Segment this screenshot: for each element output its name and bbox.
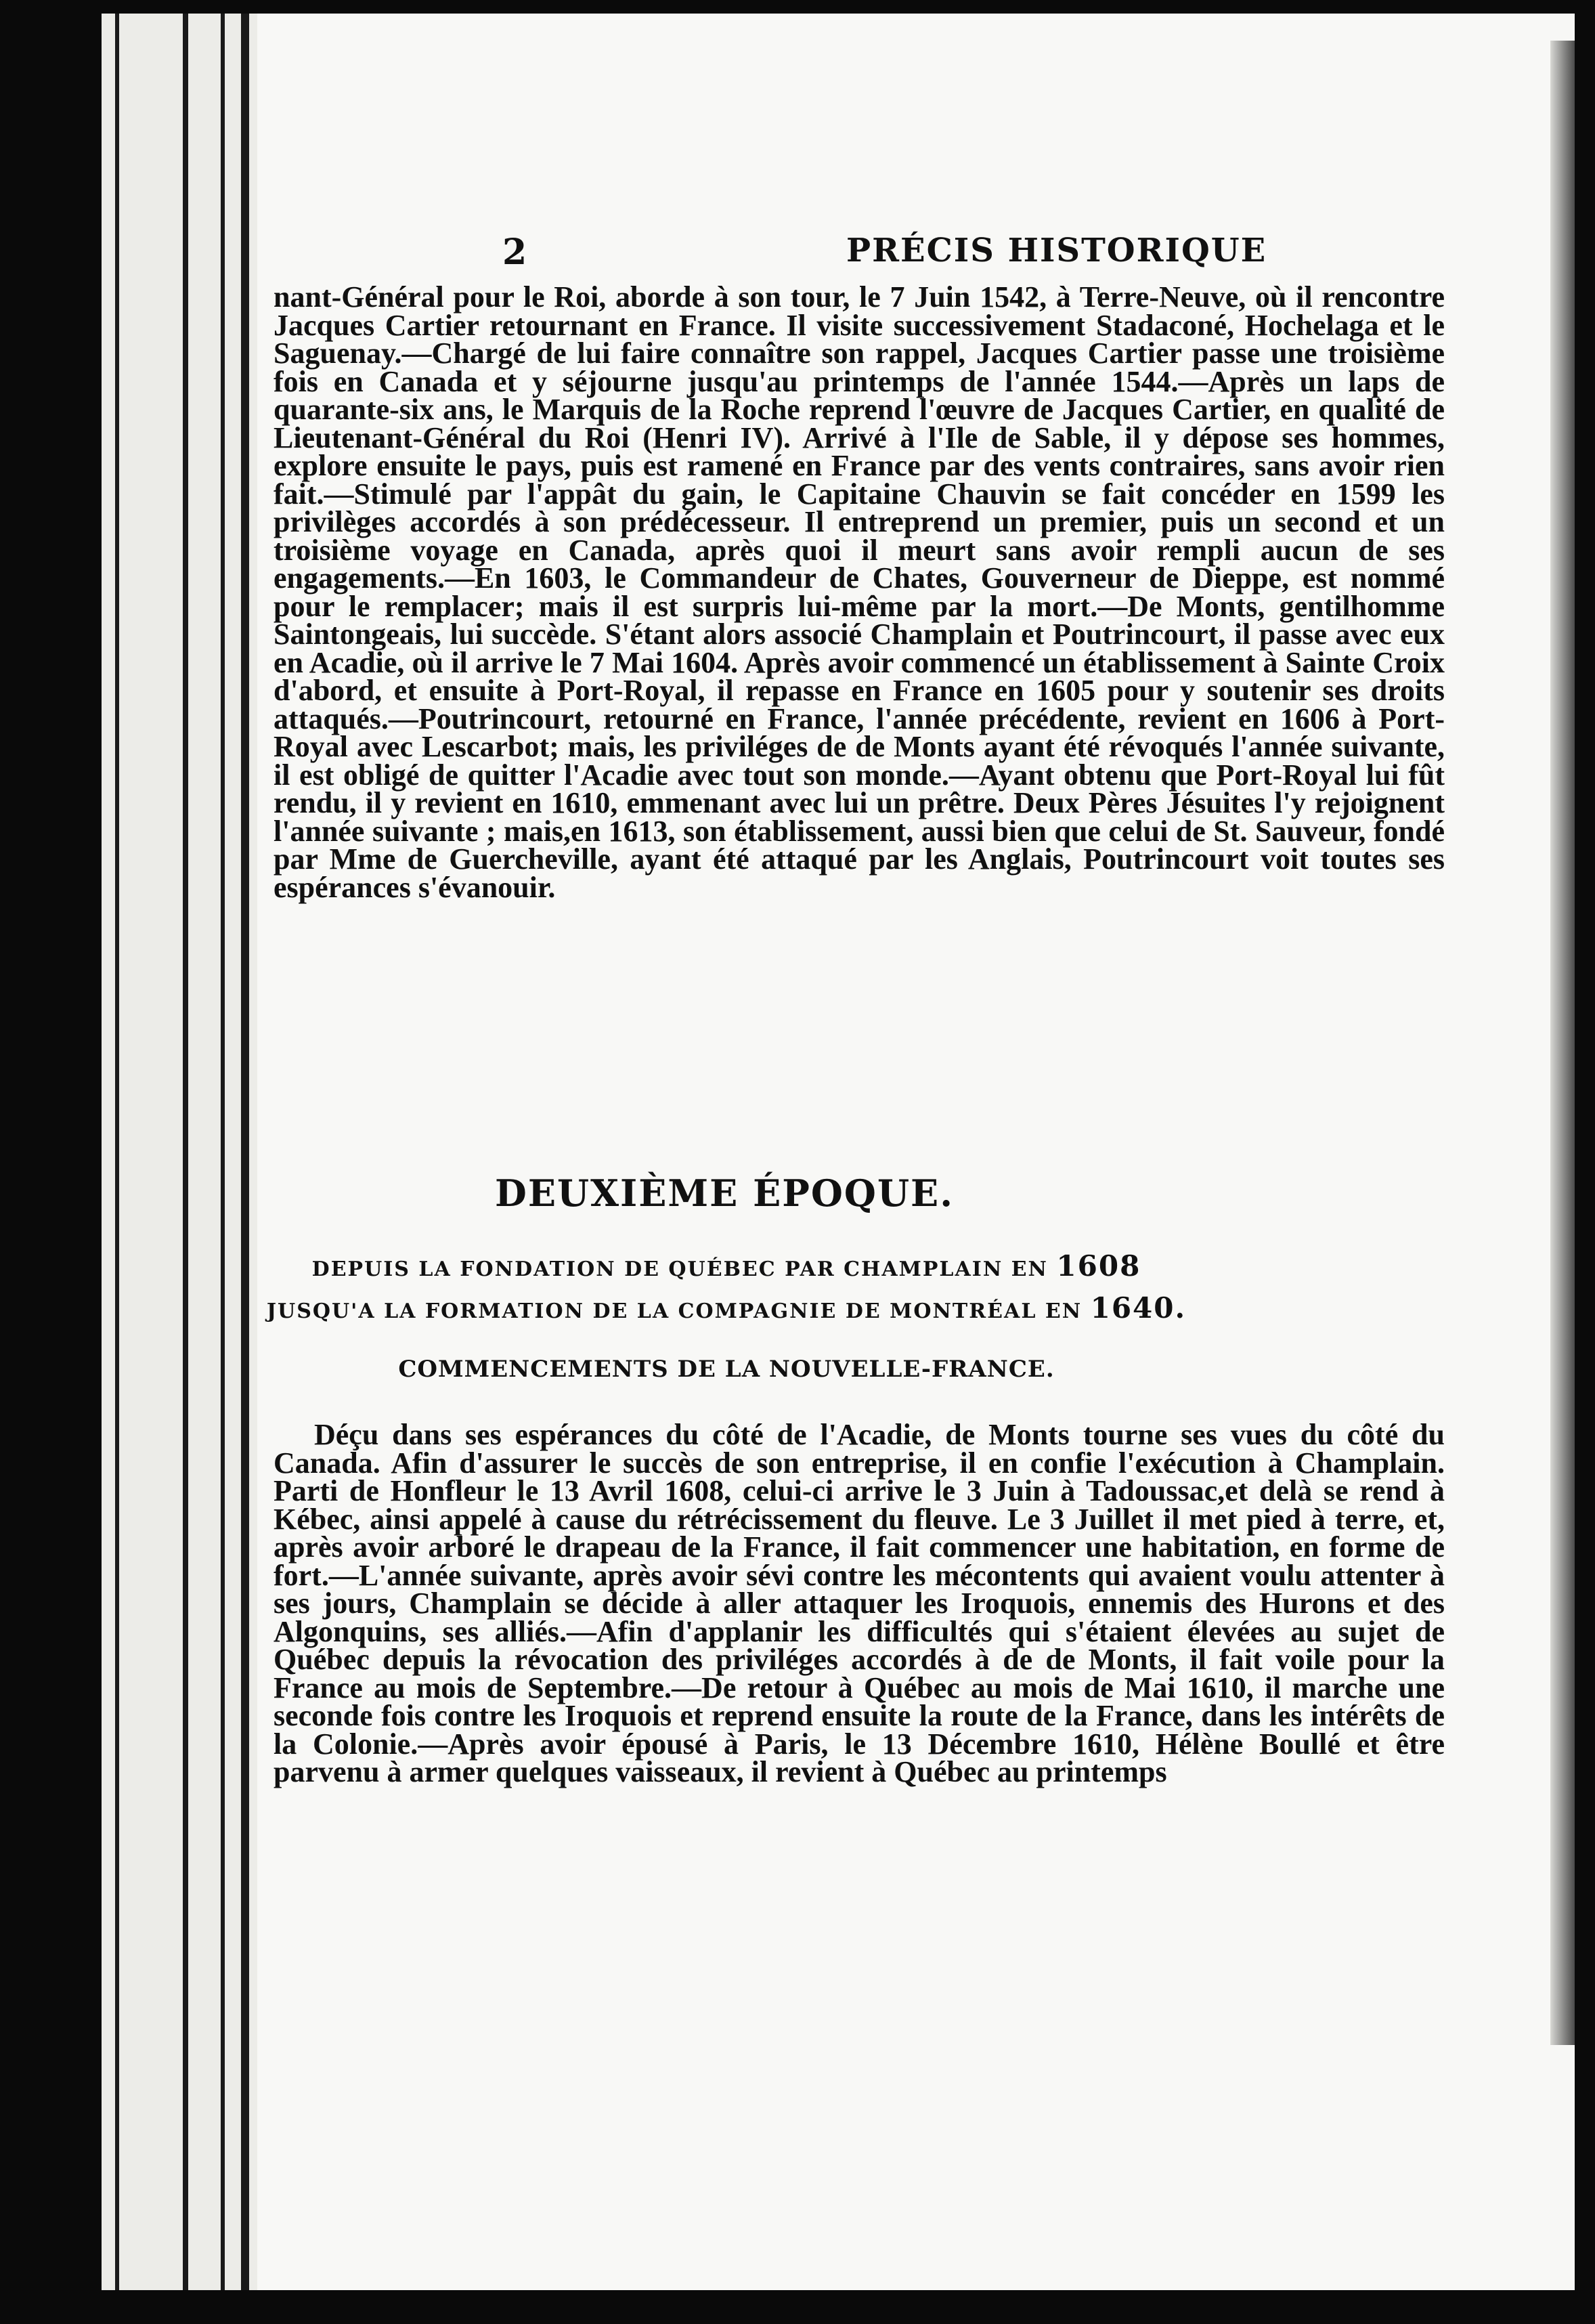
body-paragraph-2: Déçu dans ses espérances du côté de l'Acadie, de Monts tourne ses vues du côté du Canada. Afin d'assurer le succès de son entreprise, il en confie l'exécution à Champlain. Parti de Honfleur le 13 Avril 1608, celui-ci arrive le 3 Juin à Tadoussac,et delà se rend à Kébec, ainsi appelé à cause du rétrécissement du fleuve. Le 3 Juillet il met pied à terre, et, après avoir arboré le drapeau de la France, il fait commencer une habitation, en forme de fort.—L'année suivante, après avoir sévi contre les mécontents qui avaient voulu attenter à ses jours, Champlain se décide à aller attaquer les Iroquois, ennemis des Hurons et des Algonquins, ses alliés.—Afin d'applanir les difficultés qui s'étaient élevées au sujet de Québec depuis la révocation des priviléges accordés à de de Monts, il fait voile pour la France au mois de Septembre.—De retour à Québec au mois de Mai 1610, il marche une seconde fois contre les Iroquois et reprend ensuite la route de la France, dans les intérêts de la Colonie.—Après avoir épousé à Paris, le 13 Décembre 1610, Hélène Boullé et être parvenu à armer quelques vaisseaux, il revient à Québec au printemps [274,1418,1445,1788]
scan-border-bottom [0,2290,1595,2324]
page-header [257,232,1550,279]
body-paragraph-1: nant-Général pour le Roi, aborde à son tour, le 7 Juin 1542, à Terre-Neuve, où il rencontre Jacques Cartier retournant en France. Il visite successivement Stadaconé, Hochelaga et le Saguenay.—Chargé de lui faire connaître son rappel, Jacques Cartier passe une troisième fois en Canada et y séjourne jusqu'au printemps de l'année 1544.—Après un laps de quarante-six ans, le Marquis de la Roche reprend l'œuvre de Jacques Cartier, en qualité de Lieutenant-Général du Roi (Henri IV). Arrivé à l'Ile de Sable, il y dépose ses hommes, explore ensuite le pays, puis est ramené en France par des vents contraires, sans avoir rien fait.—Stimulé par l'appât du gain, le Capitaine Chauvin se fait concéder en 1599 les privilèges accordés à son prédécesseur. Il entreprend un premier, puis un second et un troisième voyage en Canada, après quoi il meurt sans avoir rempli aucun de ses engagements.—En 1603, le Commandeur de Chates, Gouverneur de Dieppe, est nommé pour le remplacer; mais il est surpris lui-même par la mort.—De Monts, gentilhomme Saintongeais, lui succède. S'étant alors associé Champlain et Poutrincourt, il passe avec eux en Acadie, où il arrive le 7 Mai 1604. Après avoir commencé un établissement à Sainte Croix d'abord, et ensuite à Port-Royal, il repasse en France en 1605 pour y soutenir ses droits attaqués.—Poutrincourt, retourné en France, l'année précédente, revient en 1606 à Port-Royal avec Lescarbot; mais, les priviléges de de Monts ayant été révoqués l'année suivante, il est obligé de quitter l'Acadie avec tout son monde.—Ayant obtenu que Port-Royal lui fût rendu, il y revient en 1610, emmenant avec lui un prêtre. Deux Pères Jésuites l'y rejoignent l'année suivante ; mais,en 1613, son établissement, aussi bien que celui de St. Sauveur, fondé par Mme de Guercheville, ayant été attaqué par les Anglais, Poutrincourt voit toutes ses espérances s'évanouir. [274,280,1445,904]
scan-border-top [0,0,1595,14]
epoch-subtitle-2-year: 1640. [1090,1291,1187,1325]
page-edge-line [241,14,249,2290]
page-edge-line [115,14,119,2290]
epoch-subtitle-1 [0,1249,1293,1283]
running-title: PRÉCIS HISTORIQUE [846,232,1267,270]
epoch-title: DEUXIÈME ÉPOQUE. [494,1171,955,1215]
epoch-subtitle-1-text: DEPUIS LA FONDATION DE QUÉBEC PAR CHAMPLAIN EN [311,1257,1057,1281]
epoch-subtitle-2-text: JUSQU'A LA FORMATION DE LA COMPAGNIE DE MONTRÉAL EN [266,1299,1091,1323]
epoch-subtitle-1-year: 1608 [1056,1249,1141,1283]
section-title: COMMENCEMENTS DE LA NOUVELLE-FRANCE. [398,1356,1055,1383]
page-edge-line [221,14,225,2290]
scan-border-right [1575,0,1595,2324]
epoch-subtitle-2 [0,1291,1293,1325]
book-page-edges [102,14,257,2290]
scan-border-left [0,0,102,2324]
page-edge-line [183,14,188,2290]
page-number: 2 [502,232,527,273]
binding-shadow [1550,41,1575,2045]
